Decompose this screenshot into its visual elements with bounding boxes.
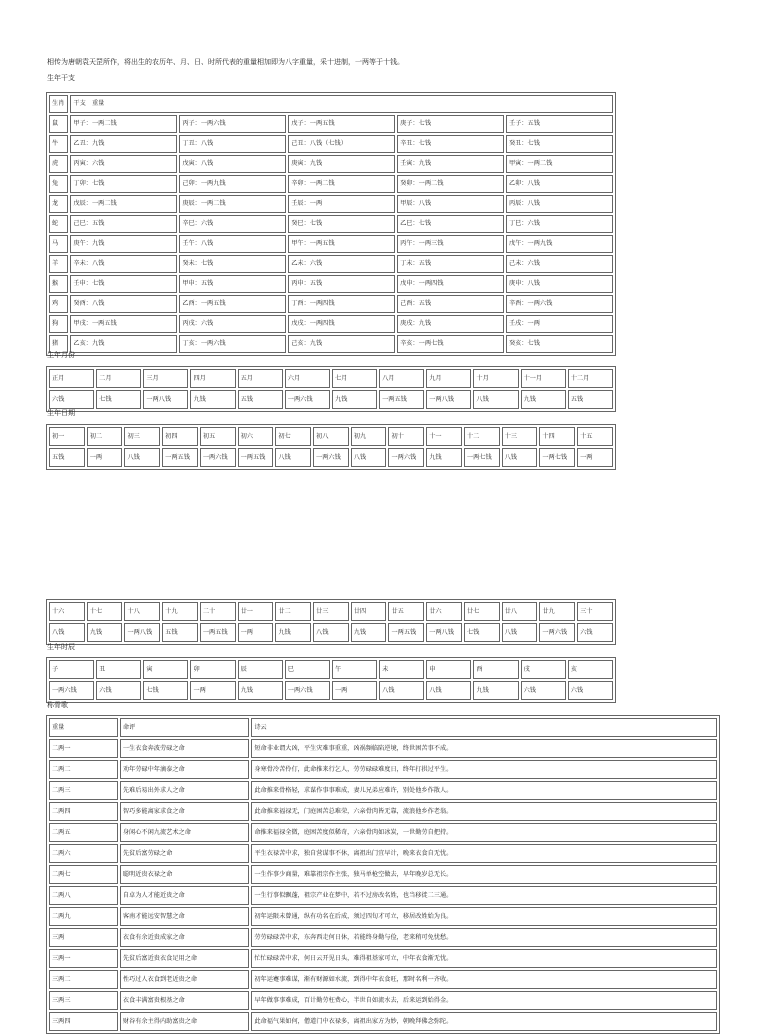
verse-cell: 一生行事似飘蓬，祖宗产业在梦中，若不过房改名姓，也当移徙二三通。 <box>251 886 717 905</box>
day-weight-cell: 八钱 <box>502 623 538 642</box>
month-label-cell: 正月 <box>49 369 94 388</box>
ganzhi-weight-cell: 壬午：八钱 <box>179 235 286 253</box>
day-label-cell: 十四 <box>539 427 575 446</box>
ganzhi-weight-cell: 甲申：五钱 <box>179 275 286 293</box>
hour-weight-row <box>49 681 613 700</box>
day-weight-row <box>49 623 613 642</box>
ganzhi-weight-cell: 癸丑：七钱 <box>506 135 613 153</box>
weight-cell: 二两五 <box>49 823 118 842</box>
ganzhi-weight-cell: 甲辰：八钱 <box>397 195 504 213</box>
day-weight-cell: 一两六钱 <box>388 448 424 467</box>
month-weight-cell: 九钱 <box>521 390 566 409</box>
day-label-cell: 十六 <box>49 602 85 621</box>
day-label-cell: 初三 <box>124 427 160 446</box>
poem-row <box>49 760 717 779</box>
ganzhi-weight-cell: 乙未：六钱 <box>288 255 395 273</box>
day-weight-cell: 一两五钱 <box>162 448 198 467</box>
month-label-cell: 八月 <box>379 369 424 388</box>
ganzhi-weight-cell: 辛巳：六钱 <box>179 215 286 233</box>
day-label-cell: 初五 <box>200 427 236 446</box>
ganzhi-weight-cell: 丙子：一两六钱 <box>179 115 286 133</box>
ganzhi-weight-cell: 丁巳：六钱 <box>506 215 613 233</box>
ganzhi-weight-cell: 己亥：九钱 <box>288 335 395 353</box>
fortune-cell: 聪明近贵衣禄之命 <box>120 865 250 884</box>
hour-label-cell: 辰 <box>238 660 283 679</box>
fortune-cell: 财谷有余主得内助富贵之命 <box>120 1012 250 1031</box>
day-label-cell: 初九 <box>351 427 387 446</box>
day-label-cell: 廿一 <box>238 602 274 621</box>
month-label-cell: 十一月 <box>521 369 566 388</box>
hour-label-cell: 未 <box>379 660 424 679</box>
verse-cell: 短命非业谓大凶，平生灾难事重重，凶祸频临陷逆境，终世困苦事不成。 <box>251 739 717 758</box>
ganzhi-weight-cell: 己酉：五钱 <box>397 295 504 313</box>
ganzhi-weight-cell: 丁丑：八钱 <box>179 135 286 153</box>
ganzhi-weight-cell: 乙酉：一两五钱 <box>179 295 286 313</box>
verse-cell: 身寒骨冷苦伶仃，此命推来行乞人，劳劳碌碌难度日，终年打拱过平生。 <box>251 760 717 779</box>
ganzhi-weight-cell: 辛卯：一两二钱 <box>288 175 395 193</box>
hour-label-cell: 午 <box>332 660 377 679</box>
day-label-cell: 初七 <box>275 427 311 446</box>
hour-label-cell: 卯 <box>190 660 235 679</box>
fortune-cell: 一生衣食奔波劳碌之命 <box>120 739 250 758</box>
year-row <box>49 335 613 353</box>
hour-section-title: 生年时辰 <box>47 643 75 651</box>
ganzhi-weight-cell: 己未：六钱 <box>506 255 613 273</box>
poem-row <box>49 907 717 926</box>
day-label-cell: 十二 <box>464 427 500 446</box>
ganzhi-weight-cell: 己丑：八钱（七钱） <box>288 135 395 153</box>
year-table-header <box>49 95 613 113</box>
day-weight-table-part1 <box>46 424 616 470</box>
poem-row <box>49 865 717 884</box>
ganzhi-weight-cell: 戊寅：八钱 <box>179 155 286 173</box>
month-weight-row <box>49 390 613 409</box>
day-weight-cell: 一两六钱 <box>313 448 349 467</box>
day-weight-cell: 八钱 <box>49 623 85 642</box>
poem-row <box>49 823 717 842</box>
day-weight-cell: 五钱 <box>49 448 85 467</box>
month-label-cell: 十二月 <box>568 369 613 388</box>
month-label-cell: 五月 <box>238 369 283 388</box>
day-label-cell: 廿九 <box>539 602 575 621</box>
fortune-cell: 先难后易出外求人之命 <box>120 781 250 800</box>
fortune-cell: 衣食丰满富贵根基之命 <box>120 991 250 1010</box>
day-label-cell: 十五 <box>577 427 613 446</box>
hour-label-cell: 亥 <box>568 660 613 679</box>
day-label-cell: 廿三 <box>313 602 349 621</box>
ganzhi-weight-cell: 丙午：一两三钱 <box>397 235 504 253</box>
month-label-cell: 七月 <box>332 369 377 388</box>
day-weight-cell: 九钱 <box>275 623 311 642</box>
fortune-cell: 客南才能远安智慧之命 <box>120 907 250 926</box>
hour-weight-cell: 六钱 <box>521 681 566 700</box>
fortune-cell: 性巧过人衣食到老近贵之命 <box>120 970 250 989</box>
month-weight-cell: 九钱 <box>332 390 377 409</box>
day-label-cell: 廿六 <box>426 602 462 621</box>
fortune-cell: 衣食有余近贵成家之命 <box>120 928 250 947</box>
day-label-cell: 廿七 <box>464 602 500 621</box>
ganzhi-weight-cell: 壬寅：九钱 <box>397 155 504 173</box>
ganzhi-weight-cell: 甲戌：一两五钱 <box>70 315 177 333</box>
ganzhi-weight-cell: 己巳：五钱 <box>70 215 177 233</box>
month-weight-cell: 一两八钱 <box>143 390 188 409</box>
ganzhi-weight-cell: 乙巳：七钱 <box>397 215 504 233</box>
weight-cell: 二两一 <box>49 739 118 758</box>
poem-row <box>49 844 717 863</box>
day-weight-cell: 五钱 <box>162 623 198 642</box>
day-label-cell: 十一 <box>426 427 462 446</box>
weight-cell: 三两一 <box>49 949 118 968</box>
day-weight-cell: 一两五钱 <box>388 623 424 642</box>
day-weight-cell: 一两 <box>87 448 123 467</box>
ganzhi-weight-cell: 丙寅：六钱 <box>70 155 177 173</box>
day-label-cell: 廿五 <box>388 602 424 621</box>
hour-weight-cell: 九钱 <box>473 681 518 700</box>
ganzhi-weight-cell: 丙申：五钱 <box>288 275 395 293</box>
header-zodiac: 生肖 <box>49 95 68 113</box>
ganzhi-weight-cell: 辛亥：一两七钱 <box>397 335 504 353</box>
ganzhi-weight-cell: 庚子：七钱 <box>397 115 504 133</box>
month-weight-cell: 九钱 <box>190 390 235 409</box>
hour-weight-cell: 一两六钱 <box>49 681 94 700</box>
zodiac-cell: 马 <box>49 235 68 253</box>
ganzhi-weight-cell: 戊戌：一两四钱 <box>288 315 395 333</box>
hour-weight-table <box>46 657 616 703</box>
day-label-cell: 十三 <box>502 427 538 446</box>
year-section-title: 生年干支 <box>47 74 75 82</box>
month-weight-cell: 五钱 <box>238 390 283 409</box>
ganzhi-weight-cell: 甲寅：一两二钱 <box>506 155 613 173</box>
weight-cell: 二两四 <box>49 802 118 821</box>
year-row <box>49 175 613 193</box>
fortune-cell: 自卓为人才能近贵之命 <box>120 886 250 905</box>
zodiac-cell: 猪 <box>49 335 68 353</box>
year-row <box>49 255 613 273</box>
ganzhi-weight-cell: 戊子：一两五钱 <box>288 115 395 133</box>
month-weight-cell: 七钱 <box>96 390 141 409</box>
day-weight-cell: 一两八钱 <box>426 623 462 642</box>
weight-cell: 二两六 <box>49 844 118 863</box>
zodiac-cell: 龙 <box>49 195 68 213</box>
day-weight-cell: 一两七钱 <box>539 448 575 467</box>
ganzhi-weight-cell: 甲午：一两五钱 <box>288 235 395 253</box>
fortune-cell: 先贫后富近贵衣食足用之命 <box>120 949 250 968</box>
year-row <box>49 275 613 293</box>
zodiac-cell: 蛇 <box>49 215 68 233</box>
ganzhi-weight-cell: 壬戌：一两 <box>506 315 613 333</box>
day-weight-cell: 一两五钱 <box>238 448 274 467</box>
month-label-cell: 四月 <box>190 369 235 388</box>
ganzhi-weight-cell: 癸巳：七钱 <box>288 215 395 233</box>
month-label-cell: 九月 <box>426 369 471 388</box>
weight-cell: 三两四 <box>49 1012 118 1031</box>
verse-cell: 初年运限未曾通，纵有功名在后成，须过四旬才可立，移居改姓始为良。 <box>251 907 717 926</box>
month-label-cell: 二月 <box>96 369 141 388</box>
day-weight-cell: 九钱 <box>351 623 387 642</box>
day-label-cell: 三十 <box>577 602 613 621</box>
day-label-cell: 初四 <box>162 427 198 446</box>
day-weight-cell: 九钱 <box>426 448 462 467</box>
verse-cell: 早年做事事难成，百计勤劳枉费心，半世自如流水去，后来运到始得金。 <box>251 991 717 1010</box>
year-row <box>49 235 613 253</box>
ganzhi-weight-cell: 己卯：一两九钱 <box>179 175 286 193</box>
hour-label-cell: 丑 <box>96 660 141 679</box>
ganzhi-weight-cell: 壬辰：一两 <box>288 195 395 213</box>
fortune-cell: 劝年劳碌中年滴泰之命 <box>120 760 250 779</box>
month-section-title: 生年月份 <box>47 351 75 359</box>
day-weight-table-part2 <box>46 599 616 645</box>
poem-header-verse: 诗云 <box>251 718 717 737</box>
ganzhi-weight-cell: 庚午：九钱 <box>70 235 177 253</box>
month-label-cell: 三月 <box>143 369 188 388</box>
day-label-cell: 初十 <box>388 427 424 446</box>
poem-row <box>49 991 717 1010</box>
poem-row <box>49 781 717 800</box>
ganzhi-weight-cell: 丁亥：一两六钱 <box>179 335 286 353</box>
hour-weight-cell: 八钱 <box>426 681 471 700</box>
month-label-cell: 六月 <box>285 369 330 388</box>
month-weight-cell: 一两八钱 <box>426 390 471 409</box>
day-label-row <box>49 427 613 446</box>
day-weight-cell: 八钱 <box>351 448 387 467</box>
verse-cell: 命推来福禄全微，庭困苦度似稀奇，六亲骨肉如冰炭，一世勤劳自把持。 <box>251 823 717 842</box>
hour-label-cell: 酉 <box>473 660 518 679</box>
year-row <box>49 115 613 133</box>
verse-cell: 一生作事少商量，难靠祖宗作主张，独马单枪空做去，早年晚岁总无长。 <box>251 865 717 884</box>
poem-table-header <box>49 718 717 737</box>
day-label-cell: 廿二 <box>275 602 311 621</box>
day-weight-cell: 一两 <box>577 448 613 467</box>
day-label-cell: 二十 <box>200 602 236 621</box>
month-weight-cell: 八钱 <box>473 390 518 409</box>
day-weight-cell: 一两五钱 <box>200 623 236 642</box>
day-label-cell: 十八 <box>124 602 160 621</box>
day-weight-cell: 一两八钱 <box>124 623 160 642</box>
zodiac-cell: 兔 <box>49 175 68 193</box>
poem-header-fortune: 命评 <box>120 718 250 737</box>
poem-row <box>49 1012 717 1031</box>
month-weight-cell: 一两六钱 <box>285 390 330 409</box>
day-weight-cell: 八钱 <box>124 448 160 467</box>
ganzhi-weight-cell: 癸亥：七钱 <box>506 335 613 353</box>
day-label-cell: 廿八 <box>502 602 538 621</box>
year-row <box>49 135 613 153</box>
ganzhi-weight-cell: 丁酉：一两四钱 <box>288 295 395 313</box>
day-weight-cell: 八钱 <box>275 448 311 467</box>
hour-weight-cell: 一两 <box>190 681 235 700</box>
ganzhi-weight-cell: 戊辰：一两二钱 <box>70 195 177 213</box>
ganzhi-weight-cell: 庚寅：九钱 <box>288 155 395 173</box>
poem-row <box>49 970 717 989</box>
day-label-cell: 初六 <box>238 427 274 446</box>
ganzhi-weight-cell: 戊申：一两四钱 <box>397 275 504 293</box>
ganzhi-weight-cell: 辛酉：一两六钱 <box>506 295 613 313</box>
ganzhi-weight-cell: 壬子：五钱 <box>506 115 613 133</box>
poem-row <box>49 739 717 758</box>
poem-section-title: 称骨歌 <box>47 701 68 709</box>
zodiac-cell: 牛 <box>49 135 68 153</box>
ganzhi-weight-cell: 乙丑：九钱 <box>70 135 177 153</box>
year-row <box>49 195 613 213</box>
poem-header-weight: 重量 <box>49 718 118 737</box>
day-weight-cell: 八钱 <box>313 623 349 642</box>
weight-cell: 二两三 <box>49 781 118 800</box>
ganzhi-weight-cell: 丙辰：八钱 <box>506 195 613 213</box>
hour-label-cell: 子 <box>49 660 94 679</box>
zodiac-cell: 羊 <box>49 255 68 273</box>
weight-cell: 三两 <box>49 928 118 947</box>
ganzhi-weight-cell: 癸未：七钱 <box>179 255 286 273</box>
day-label-cell: 初二 <box>87 427 123 446</box>
day-weight-cell: 九钱 <box>87 623 123 642</box>
hour-weight-cell: 六钱 <box>568 681 613 700</box>
ganzhi-weight-cell: 戊午：一两九钱 <box>506 235 613 253</box>
verse-cell: 此命福气果如何，僧道门中衣禄多，离祖出家方为妙，朝晚拜佛念弥陀。 <box>251 1012 717 1031</box>
ganzhi-weight-cell: 乙卯：八钱 <box>506 175 613 193</box>
hour-weight-cell: 一两 <box>332 681 377 700</box>
year-weight-table <box>46 92 616 356</box>
verse-cell: 平生衣禄苦中求，独自营谋事不休，离祖出门宜早计，晚来衣食自无忧。 <box>251 844 717 863</box>
zodiac-cell: 狗 <box>49 315 68 333</box>
weight-cell: 二两九 <box>49 907 118 926</box>
ganzhi-weight-cell: 丁卯：七钱 <box>70 175 177 193</box>
month-weight-cell: 一两五钱 <box>379 390 424 409</box>
year-row <box>49 215 613 233</box>
ganzhi-weight-cell: 辛未：八钱 <box>70 255 177 273</box>
fortune-cell: 身闲心不闲九流艺术之命 <box>120 823 250 842</box>
verse-cell: 劳劳碌碌苦中求，东奔西走何日休，若能终身勤与俭，老来稍可免忧愁。 <box>251 928 717 947</box>
ganzhi-weight-cell: 辛丑：七钱 <box>397 135 504 153</box>
hour-weight-cell: 七钱 <box>143 681 188 700</box>
weight-cell: 二两七 <box>49 865 118 884</box>
verse-cell: 此命推来骨格轻，求谋作事事难成，妻儿兄弟应难许，别处他乡作散人。 <box>251 781 717 800</box>
ganzhi-weight-cell: 癸酉：八钱 <box>70 295 177 313</box>
zodiac-cell: 鸡 <box>49 295 68 313</box>
weight-cell: 二两八 <box>49 886 118 905</box>
day-weight-cell: 一两六钱 <box>200 448 236 467</box>
ganzhi-weight-cell: 丙戌：六钱 <box>179 315 286 333</box>
hour-label-cell: 申 <box>426 660 471 679</box>
hour-label-cell: 戌 <box>521 660 566 679</box>
poem-row <box>49 928 717 947</box>
day-section-title: 生年日期 <box>47 409 75 417</box>
day-weight-cell: 六钱 <box>577 623 613 642</box>
verse-cell: 忙忙碌碌苦中求，何日云开见日头，难得祖基家可立，中年衣食渐无忧。 <box>251 949 717 968</box>
bone-weight-poem-table <box>46 715 720 1034</box>
weight-cell: 三两三 <box>49 991 118 1010</box>
weight-cell: 三两二 <box>49 970 118 989</box>
fortune-cell: 智巧多能离家求食之命 <box>120 802 250 821</box>
year-row <box>49 155 613 173</box>
verse-cell: 初年运蹇事难谋，渐有财源如水流，到得中年衣食旺，那时名利一齐收。 <box>251 970 717 989</box>
ganzhi-weight-cell: 丁未：五钱 <box>397 255 504 273</box>
ganzhi-weight-cell: 庚戌：九钱 <box>397 315 504 333</box>
ganzhi-weight-cell: 庚申：八钱 <box>506 275 613 293</box>
month-weight-cell: 六钱 <box>49 390 94 409</box>
hour-weight-cell: 六钱 <box>96 681 141 700</box>
poem-row <box>49 949 717 968</box>
day-weight-cell: 一两 <box>238 623 274 642</box>
day-weight-cell: 一两七钱 <box>464 448 500 467</box>
day-label-cell: 十九 <box>162 602 198 621</box>
day-label-cell: 初一 <box>49 427 85 446</box>
year-row <box>49 315 613 333</box>
month-weight-table <box>46 366 616 412</box>
header-ganzhi-weight: 干支 重量 <box>70 95 613 113</box>
day-label-cell: 十七 <box>87 602 123 621</box>
ganzhi-weight-cell: 癸卯：一两二钱 <box>397 175 504 193</box>
day-label-cell: 廿四 <box>351 602 387 621</box>
poem-row <box>49 802 717 821</box>
ganzhi-weight-cell: 乙亥：九钱 <box>70 335 177 353</box>
day-label-row <box>49 602 613 621</box>
hour-label-cell: 寅 <box>143 660 188 679</box>
fortune-cell: 先贫后富劳碌之命 <box>120 844 250 863</box>
day-label-cell: 初八 <box>313 427 349 446</box>
zodiac-cell: 猴 <box>49 275 68 293</box>
year-row <box>49 295 613 313</box>
zodiac-cell: 虎 <box>49 155 68 173</box>
verse-cell: 此命推来福禄无，门庭困苦总难荣，六亲骨肉皆无靠，流浪他乡作老翁。 <box>251 802 717 821</box>
zodiac-cell: 鼠 <box>49 115 68 133</box>
ganzhi-weight-cell: 庚辰：一两二钱 <box>179 195 286 213</box>
ganzhi-weight-cell: 甲子：一两二钱 <box>70 115 177 133</box>
ganzhi-weight-cell: 壬申：七钱 <box>70 275 177 293</box>
hour-label-cell: 巳 <box>285 660 330 679</box>
month-label-row <box>49 369 613 388</box>
hour-label-row <box>49 660 613 679</box>
hour-weight-cell: 一两六钱 <box>285 681 330 700</box>
day-weight-cell: 七钱 <box>464 623 500 642</box>
weight-cell: 二两二 <box>49 760 118 779</box>
month-label-cell: 十月 <box>473 369 518 388</box>
day-weight-cell: 八钱 <box>502 448 538 467</box>
intro-text: 相传为唐朝袁天罡所作，将出生的农历年、月、日、时所代表的重量相加即为八字重量，采十进制，一两等于十钱。 <box>47 58 404 66</box>
hour-weight-cell: 九钱 <box>238 681 283 700</box>
month-weight-cell: 五钱 <box>568 390 613 409</box>
poem-row <box>49 886 717 905</box>
day-weight-row <box>49 448 613 467</box>
hour-weight-cell: 八钱 <box>379 681 424 700</box>
day-weight-cell: 一两六钱 <box>539 623 575 642</box>
